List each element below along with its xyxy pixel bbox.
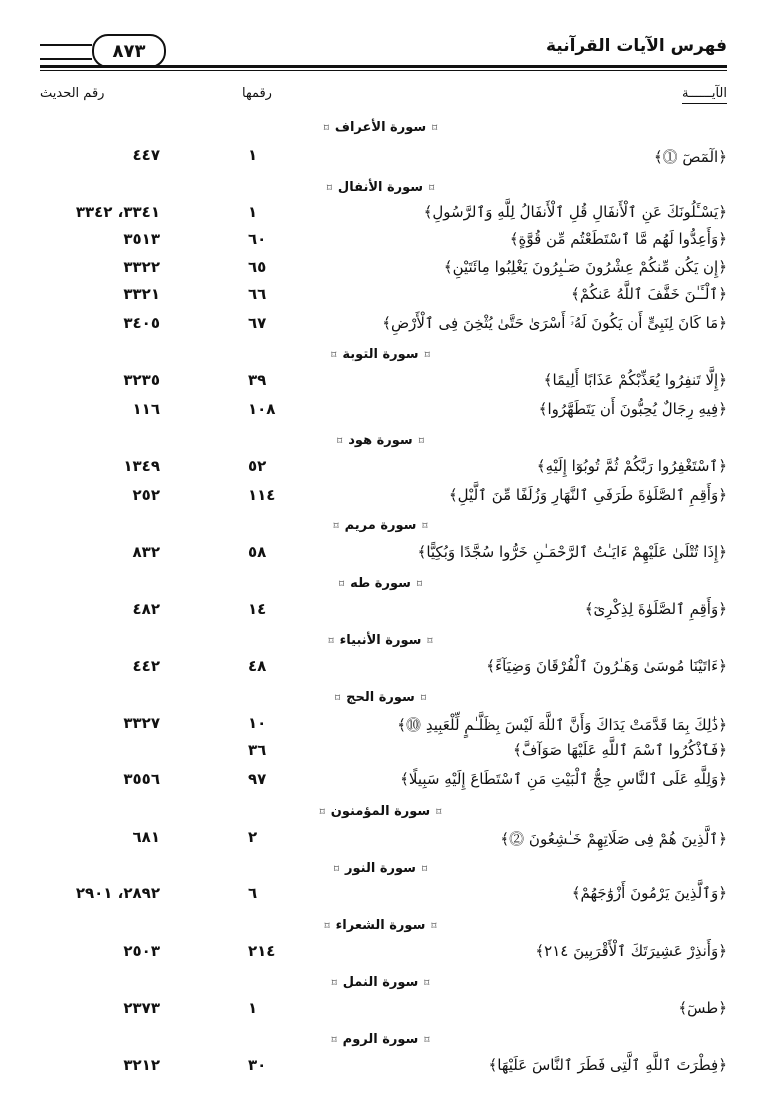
verse-number: ٦	[248, 884, 258, 902]
table-row	[40, 486, 727, 510]
verse-text: ﴿مَا كَانَ لِنَبِىٍّ أَن يَكُونَ لَهُۥٓ أَسْرَىٰ حَتَّىٰ يُثْخِنَ فِى ٱلْأَرْضِ﴾	[382, 314, 727, 332]
table-row	[40, 258, 727, 282]
column-header-ayah: الآيــــــة	[682, 86, 727, 101]
hadith-number: ١١٦	[132, 400, 160, 418]
hadith-number: ٤٤٢	[132, 657, 160, 675]
star-ornament-icon: ⌑	[331, 1035, 337, 1046]
surah-heading: ⌑سورة هود⌑	[337, 433, 424, 448]
star-ornament-icon: ⌑	[319, 807, 325, 818]
star-ornament-icon: ⌑	[436, 807, 442, 818]
surah-heading: ⌑سورة النور⌑	[333, 861, 428, 876]
hadith-number: ٣٥٥٦	[123, 770, 160, 788]
table-row	[40, 1056, 727, 1080]
surah-heading: ⌑سورة المؤمنون⌑	[319, 804, 442, 819]
table-row	[40, 203, 727, 227]
header-rule-thick	[40, 65, 727, 68]
star-ornament-icon: ⌑	[418, 436, 424, 447]
hadith-number: ٣٣٢١	[123, 285, 160, 303]
hadith-number: ٢٥٠٣	[123, 942, 160, 960]
star-ornament-icon: ⌑	[420, 693, 426, 704]
surah-heading: ⌑سورة الأعراف⌑	[323, 120, 438, 135]
table-row	[40, 884, 727, 908]
hadith-number: ٢٥٢	[132, 486, 160, 504]
table-row	[40, 942, 727, 966]
star-ornament-icon: ⌑	[326, 183, 332, 194]
verse-text: ﴿ٱلَّذِينَ هُمْ فِى صَلَاتِهِمْ خَـٰشِعُونَ ⓶﴾	[500, 830, 727, 848]
verse-number: ٦٧	[248, 314, 267, 332]
verse-text: ﴿ءَاتَيْنَا مُوسَىٰ وَهَـٰرُونَ ٱلْفُرْقَانَ وَضِيَآءً﴾	[486, 657, 727, 675]
hadith-number: ٨٣٢	[132, 543, 160, 561]
surah-heading: ⌑سورة الروم⌑	[331, 1032, 430, 1047]
column-header-number: رقمها	[242, 86, 272, 101]
star-ornament-icon: ⌑	[323, 123, 329, 134]
star-ornament-icon: ⌑	[424, 350, 430, 361]
table-row	[40, 828, 727, 852]
star-ornament-icon: ⌑	[427, 636, 433, 647]
verse-text: ﴿الٓمٓصٓ ⓵﴾	[653, 148, 727, 166]
star-ornament-icon: ⌑	[424, 978, 430, 989]
verse-number: ١١٤	[248, 486, 276, 504]
verse-number: ٣٦	[248, 741, 267, 759]
verse-number: ٦٥	[248, 258, 267, 276]
surah-heading: ⌑سورة النمل⌑	[331, 975, 430, 990]
verse-number: ١	[248, 203, 258, 221]
verse-number: ٣٠	[248, 1056, 267, 1074]
hadith-number: ٣٢١٢	[123, 1056, 160, 1074]
star-ornament-icon: ⌑	[331, 978, 337, 989]
table-row	[40, 999, 727, 1023]
verse-text: ﴿إِذَا تُتْلَىٰ عَلَيْهِمْ ءَايَـٰتُ ٱلرَّحْمَـٰنِ خَرُّوا سُجَّدًا وَبُكِيًّا﴾	[417, 543, 727, 561]
verse-text: ﴿فِطْرَتَ ٱللَّهِ ٱلَّتِى فَطَرَ ٱلنَّاسَ عَلَيْهَا﴾	[488, 1056, 727, 1074]
column-headers	[40, 86, 727, 106]
star-ornament-icon: ⌑	[416, 579, 423, 590]
verse-number: ٤٨	[248, 657, 267, 675]
verse-number: ٣٩	[248, 371, 267, 389]
table-row	[40, 371, 727, 395]
hadith-number: ٤٨٢	[132, 600, 160, 618]
star-ornament-icon: ⌑	[331, 350, 337, 361]
star-ornament-icon: ⌑	[335, 693, 341, 704]
verse-text: ﴿يَسْـَٔلُونَكَ عَنِ ٱلْأَنفَالِ قُلِ ٱلْأَنفَالُ لِلَّهِ وَٱلرَّسُولِ﴾	[423, 203, 727, 221]
hadith-number: ٢٣٧٣	[123, 999, 160, 1017]
hadith-number: ٣٣٤١، ٣٣٤٢	[75, 203, 160, 221]
header-rule-thin	[40, 70, 727, 71]
verse-number: ٦٠	[248, 230, 267, 248]
table-row	[40, 314, 727, 338]
verse-number: ٦٦	[248, 285, 267, 303]
verse-text: ﴿وَلِلَّهِ عَلَى ٱلنَّاسِ حِجُّ ٱلْبَيْتِ مَنِ ٱسْتَطَاعَ إِلَيْهِ سَبِيلًا﴾	[400, 770, 727, 788]
hadith-number: ٣٣٢٢	[123, 258, 160, 276]
verse-number: ٥٢	[248, 457, 267, 475]
verse-text: ﴿وَٱلَّذِينَ يَرْمُونَ أَزْوَٰجَهُمْ﴾	[571, 884, 727, 902]
star-ornament-icon: ⌑	[431, 921, 437, 932]
surah-heading: ⌑سورة طه⌑	[338, 576, 423, 591]
surah-heading: ⌑سورة الشعراء⌑	[324, 918, 437, 933]
verse-text: ﴿ذَٰلِكَ بِمَا قَدَّمَتْ يَدَاكَ وَأَنَّ ٱللَّهَ لَيْسَ بِظَلَّـٰمٍ لِّلْعَبِيدِ ⓾﴾	[397, 716, 727, 734]
surah-heading: ⌑سورة الأنبياء⌑	[328, 633, 433, 648]
table-row	[40, 400, 727, 424]
star-ornament-icon: ⌑	[338, 579, 345, 590]
verse-number: ١٠	[248, 714, 267, 732]
hadith-number: ٣٥١٣	[123, 230, 160, 248]
verse-number: ١٤	[248, 600, 267, 618]
star-ornament-icon: ⌑	[333, 864, 340, 875]
surah-heading: ⌑سورة الأنفال⌑	[326, 180, 435, 195]
star-ornament-icon: ⌑	[432, 123, 438, 134]
table-row	[40, 770, 727, 794]
verse-number: ٩٧	[248, 770, 267, 788]
surah-heading: ⌑سورة الحج⌑	[335, 690, 426, 705]
hadith-number: ٦٨١	[132, 828, 160, 846]
page-number-badge: ٨٧٣	[92, 34, 166, 68]
verse-text: ﴿إِلَّا تَنفِرُوا يُعَذِّبْكُمْ عَذَابًا أَلِيمًا﴾	[543, 371, 727, 389]
verse-text: ﴿وَأَقِمِ ٱلصَّلَوٰةَ طَرَفَىِ ٱلنَّهَارِ وَزُلَفًا مِّنَ ٱلَّيْلِ﴾	[448, 486, 727, 504]
table-row	[40, 146, 727, 170]
star-ornament-icon: ⌑	[337, 436, 343, 447]
verse-number: ١	[248, 999, 258, 1017]
column-header-hadith: رقم الحديث	[40, 86, 105, 101]
surah-heading: ⌑سورة التوبة⌑	[331, 347, 430, 362]
verse-text: ﴿وَأَنذِرْ عَشِيرَتَكَ ٱلْأَقْرَبِينَ ٢١٤﴾	[535, 942, 727, 960]
table-row	[40, 543, 727, 567]
table-row	[40, 285, 727, 309]
table-row	[40, 230, 727, 254]
table-row	[40, 457, 727, 481]
verse-text: ﴿وَأَقِمِ ٱلصَّلَوٰةَ لِذِكْرِىٓ﴾	[584, 600, 727, 618]
verse-text: ﴿فِيهِ رِجَالٌ يُحِبُّونَ أَن يَتَطَهَّرُوا﴾	[538, 400, 727, 418]
star-ornament-icon: ⌑	[429, 183, 435, 194]
verse-number: ٢١٤	[248, 942, 276, 960]
star-ornament-icon: ⌑	[328, 636, 334, 647]
star-ornament-icon: ⌑	[333, 521, 339, 532]
index-title: فهرس الآيات القرآنية	[545, 36, 727, 56]
verse-text: ﴿إِن يَكُن مِّنكُمْ عِشْرُونَ صَـٰبِرُونَ يَغْلِبُوا مِائَتَيْنِ﴾	[443, 258, 727, 276]
verse-number: ٢	[248, 828, 258, 846]
star-ornament-icon: ⌑	[324, 921, 330, 932]
verse-text: ﴿فَٱذْكُرُوا ٱسْمَ ٱللَّهِ عَلَيْهَا صَوَآفَّ﴾	[513, 741, 727, 759]
table-row	[40, 600, 727, 624]
header-ornament-lines	[40, 44, 92, 60]
star-ornament-icon: ⌑	[422, 521, 428, 532]
verse-number: ١	[248, 146, 258, 164]
table-row	[40, 714, 727, 738]
hadith-number: ٣٤٠٥	[123, 314, 160, 332]
star-ornament-icon: ⌑	[424, 1035, 430, 1046]
verse-text: ﴿ٱسْتَغْفِرُوا رَبَّكُمْ ثُمَّ تُوبُوٓا إِلَيْهِ﴾	[536, 457, 727, 475]
star-ornament-icon: ⌑	[421, 864, 428, 875]
verse-number: ١٠٨	[248, 400, 276, 418]
table-row	[40, 741, 727, 765]
hadith-number: ٢٨٩٢، ٢٩٠١	[75, 884, 160, 902]
verse-number: ٥٨	[248, 543, 267, 561]
hadith-number: ٣٢٣٥	[123, 371, 160, 389]
table-row	[40, 657, 727, 681]
page-header	[40, 34, 727, 74]
verse-text: ﴿وَأَعِدُّوا لَهُم مَّا ٱسْتَطَعْتُم مِّن قُوَّةٍ﴾	[509, 230, 727, 248]
verse-text: ﴿طسٓ﴾	[678, 999, 727, 1017]
hadith-number: ٤٤٧	[132, 146, 160, 164]
hadith-number: ٣٣٢٧	[123, 714, 160, 732]
surah-heading: ⌑سورة مريم⌑	[333, 518, 428, 533]
hadith-number: ١٣٤٩	[123, 457, 160, 475]
verse-text: ﴿ٱلْـَٔـٰنَ خَفَّفَ ٱللَّهُ عَنكُمْ﴾	[571, 285, 727, 303]
